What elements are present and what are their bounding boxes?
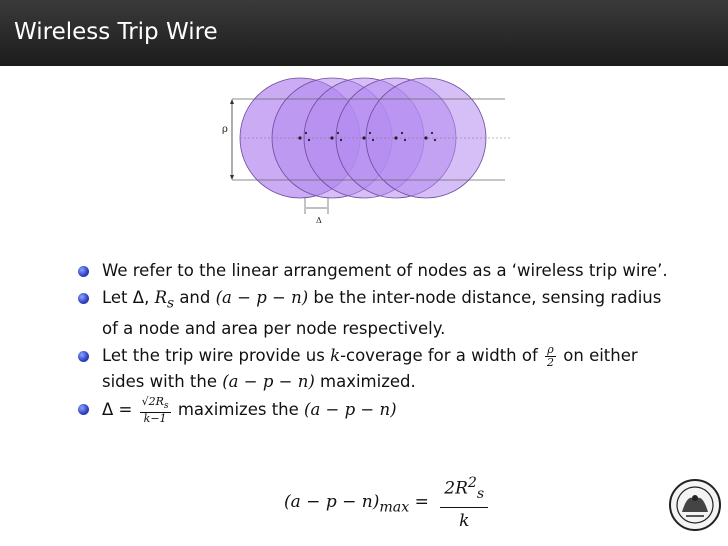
bullet-item-2 xyxy=(72,285,682,342)
sensing-radius-symbol: R xyxy=(154,288,168,307)
bullet-text: maximizes the xyxy=(172,400,305,420)
bullet-text: be the inter-node distance, sensing radius of a node and area per node respectively. xyxy=(102,288,662,339)
slide-title-bar xyxy=(0,0,728,66)
equals-sign: = xyxy=(409,492,435,513)
bullet-icon xyxy=(78,266,89,277)
slide-title: Wireless Trip Wire xyxy=(14,19,218,45)
trip-wire-diagram xyxy=(200,72,530,232)
delta-label: Δ xyxy=(316,216,322,225)
separator-text: , xyxy=(144,288,155,307)
area-per-node-expr: (a − p − n) xyxy=(304,400,397,420)
rho-label: ρ xyxy=(222,124,228,135)
bullet-item-3 xyxy=(72,343,682,395)
area-per-node-expr: (a − p − n) xyxy=(222,372,315,392)
delta-fraction: $\frac{√2R_s}{k-1}$ xyxy=(141,395,169,426)
formula-lhs: (a − p − n) xyxy=(284,492,380,513)
rho-arrow-head-top xyxy=(230,99,234,104)
bullet-item-1 xyxy=(72,258,682,284)
bullet-text: -coverage for a width of xyxy=(340,346,544,366)
bullet-text: We refer to the linear arrangement of nodes as a ‘wireless trip wire’. xyxy=(102,261,668,280)
bullet-icon xyxy=(78,351,89,362)
bullet-text: Let xyxy=(102,288,133,307)
university-seal-icon xyxy=(668,478,722,532)
delta-equation-lhs: Δ = xyxy=(102,400,138,420)
bullet-icon xyxy=(78,293,89,304)
delta-symbol: Δ xyxy=(132,288,145,307)
rho-arrow-head-bottom xyxy=(230,175,234,180)
rho-half-fraction: $\frac{\rho}{2}$ xyxy=(547,343,555,370)
bullet-item-4 xyxy=(72,396,682,425)
formula-fraction: $\frac{2R^2_s}{k}$ xyxy=(440,470,488,534)
bullet-text: on either sides with the xyxy=(102,346,638,392)
sensing-radius-subscript: s xyxy=(167,295,175,312)
k-symbol: k xyxy=(330,346,341,366)
bullet-text: maximized. xyxy=(314,372,416,392)
formula-lhs-subscript: max xyxy=(379,499,410,516)
bullet-text: and xyxy=(174,288,216,307)
bullet-icon xyxy=(78,404,89,415)
max-area-formula xyxy=(284,470,488,534)
bullet-text: Let the trip wire provide us xyxy=(102,346,331,366)
area-per-node-expr: (a − p − n) xyxy=(215,288,309,307)
bullet-list xyxy=(72,258,682,426)
